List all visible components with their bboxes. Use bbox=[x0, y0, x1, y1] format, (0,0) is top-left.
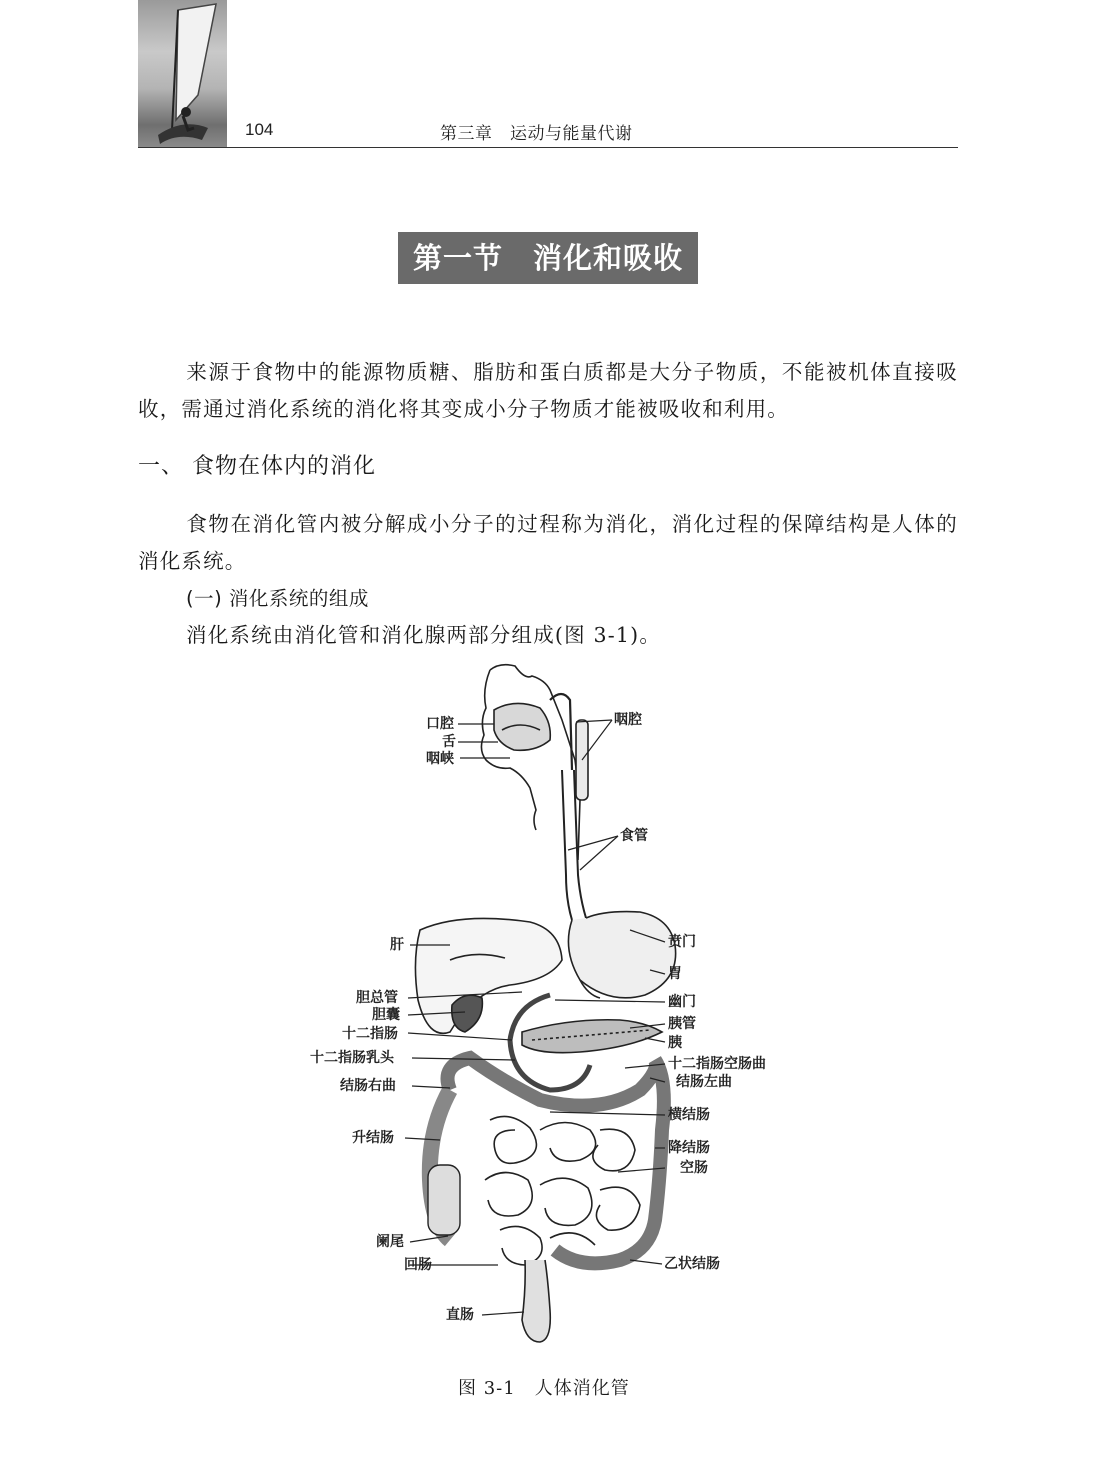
label-pharynx: 咽腔 bbox=[614, 712, 642, 728]
label-oral-cavity: 口腔 bbox=[426, 716, 454, 732]
label-duodenal-papilla: 十二指肠乳头 bbox=[310, 1050, 394, 1066]
header-windsurf-photo bbox=[138, 0, 227, 147]
label-appendix: 阑尾 bbox=[376, 1234, 404, 1250]
label-ileum: 回肠 bbox=[404, 1257, 432, 1273]
header-rule bbox=[138, 147, 958, 148]
label-cardia: 贲门 bbox=[668, 934, 696, 950]
digestion-definition-text: 食物在消化管内被分解成小分子的过程称为消化，消化过程的保障结构是人体的消化系统。 bbox=[138, 512, 958, 573]
figure-caption: 图 3-1 人体消化管 bbox=[458, 1378, 630, 1399]
subheading-composition: (一) 消化系统的组成 bbox=[186, 587, 369, 610]
label-liver: 肝 bbox=[390, 937, 404, 953]
label-right-colic-flexure: 结肠右曲 bbox=[340, 1078, 396, 1094]
label-common-bile-duct: 胆总管 bbox=[356, 990, 398, 1006]
intro-text: 来源于食物中的能源物质糖、脂肪和蛋白质都是大分子物质，不能被机体直接吸收，需通过消化系统的消化将其变成小分子物质才能被吸收和利用。 bbox=[138, 360, 958, 421]
page-number: 104 bbox=[245, 120, 274, 139]
label-pancreatic-duct: 胰管 bbox=[668, 1016, 696, 1032]
running-head: 第三章 运动与能量代谢 bbox=[440, 124, 633, 144]
label-sigmoid-colon: 乙状结肠 bbox=[664, 1256, 720, 1272]
heading-food-digestion: 一、 食物在体内的消化 bbox=[138, 454, 376, 479]
label-duodenum: 十二指肠 bbox=[342, 1026, 398, 1042]
label-tongue: 舌 bbox=[442, 734, 456, 750]
digestion-definition-paragraph bbox=[138, 506, 958, 580]
composition-paragraph: 消化系统由消化管和消化腺两部分组成(图 3-1)。 bbox=[186, 623, 662, 647]
label-stomach: 胃 bbox=[668, 966, 682, 982]
label-transverse-colon: 横结肠 bbox=[668, 1107, 710, 1123]
label-gallbladder: 胆囊 bbox=[372, 1007, 400, 1023]
label-isthmus: 咽峡 bbox=[426, 751, 454, 767]
section-title: 第一节 消化和吸收 bbox=[398, 232, 698, 284]
label-ascending-colon: 升结肠 bbox=[352, 1130, 394, 1146]
label-rectum: 直肠 bbox=[446, 1307, 474, 1323]
label-descending-colon: 降结肠 bbox=[668, 1140, 710, 1156]
digestive-tract-figure bbox=[300, 660, 800, 1360]
label-left-colic-flexure: 结肠左曲 bbox=[676, 1074, 732, 1090]
label-duodenojejunal-flexure: 十二指肠空肠曲 bbox=[668, 1056, 766, 1072]
label-jejunum: 空肠 bbox=[680, 1160, 708, 1176]
label-pancreas: 胰 bbox=[668, 1035, 682, 1051]
label-pylorus: 幽门 bbox=[668, 994, 696, 1010]
label-esophagus: 食管 bbox=[620, 828, 648, 844]
intro-paragraph bbox=[138, 354, 958, 428]
